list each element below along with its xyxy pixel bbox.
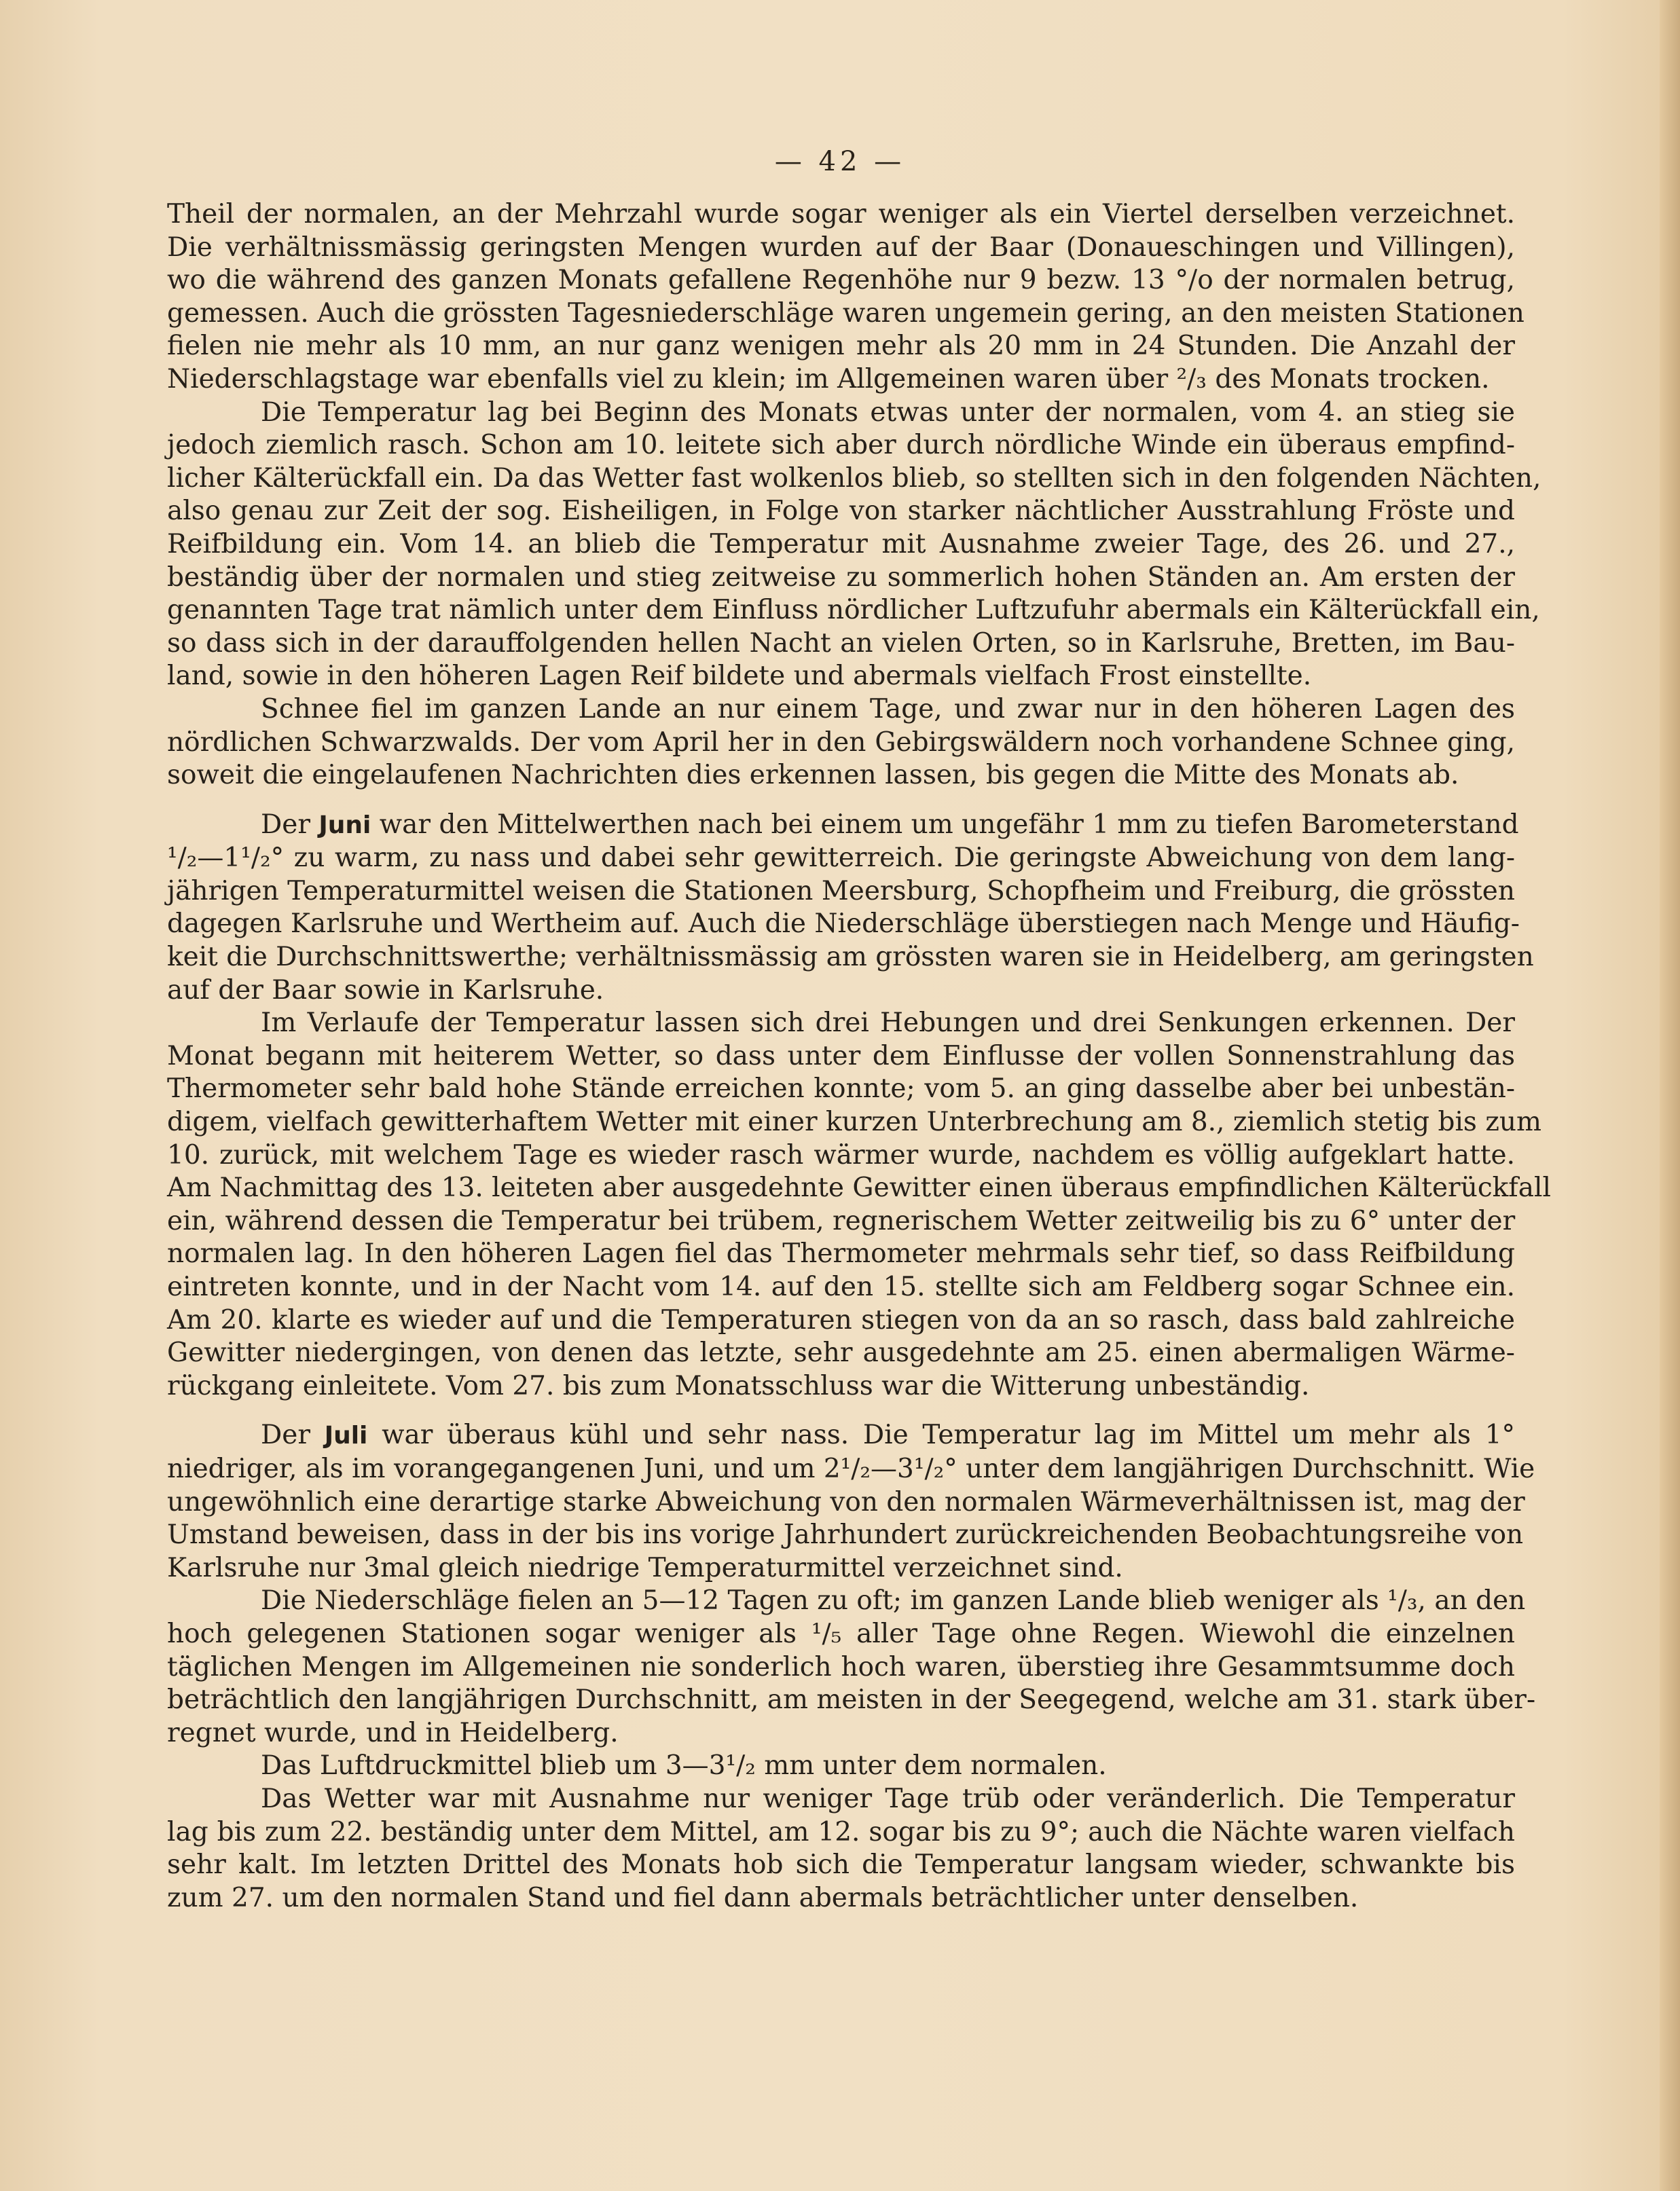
text-line: Am 20. klarte es wieder auf und die Temperaturen stiegen von da an so rasch, dass bald zahlreiche [167, 1304, 1515, 1336]
text-line: normalen lag. In den höheren Lagen fiel das Thermometer mehrmals sehr tief, so dass Reifbildung [167, 1238, 1515, 1270]
text-line: so dass sich in der darauffolgenden hellen Nacht an vielen Orten, so in Karlsruhe, Bretten, im Bau- [167, 627, 1515, 659]
text-line: Reifbildung ein. Vom 14. an blieb die Temperatur mit Ausnahme zweier Tage, des 26. und 27., [167, 528, 1515, 559]
text-line: hoch gelegenen Stationen sogar weniger als ¹/₅ aller Tage ohne Regen. Wiewohl die einzelnen [167, 1618, 1515, 1649]
text-line: 10. zurück, mit welchem Tage es wieder rasch wärmer wurde, nachdem es völlig aufgeklart hatte. [167, 1139, 1515, 1171]
text-line [167, 809, 1519, 843]
text-line: Das Wetter war mit Ausnahme nur weniger Tage trüb oder veränderlich. Die Temperatur [261, 1783, 1515, 1814]
text-line: niedriger, als im vorangegangenen Juni, und um 2¹/₂—3¹/₂° unter dem langjährigen Durchschnitt. Wie [167, 1453, 1535, 1484]
month-heading: Juli [324, 1422, 368, 1450]
text-line: Die verhältnissmässig geringsten Mengen wurden auf der Baar (Donaueschingen und Villingen), [167, 232, 1515, 263]
text-line: digem, vielfach gewitterhaftem Wetter mit einer kurzen Unterbrechung am 8., ziemlich stetig bis zum [167, 1107, 1541, 1138]
text-line: dagegen Karlsruhe und Wertheim auf. Auch die Niederschläge überstiegen nach Menge und Häufig- [167, 908, 1520, 940]
text-line: soweit die eingelaufenen Nachrichten dies erkennen lassen, bis gegen die Mitte des Monats ab. [167, 760, 1459, 791]
text-line: Umstand beweisen, dass in der bis ins vorige Jahrhundert zurückreichenden Beobachtungsreihe von [167, 1520, 1524, 1551]
text-line: beträchtlich den langjährigen Durchschnitt, am meisten in der Seegegend, welche am 31. stark über- [167, 1684, 1536, 1716]
text-line: Thermometer sehr bald hohe Stände erreichen konnte; vom 5. an ging dasselbe aber bei unbestän- [167, 1073, 1515, 1105]
text-line-rest: war überaus kühl und sehr nass. Die Temperatur lag im Mittel um mehr als 1° [367, 1420, 1516, 1451]
text-line: zum 27. um den normalen Stand und fiel dann abermals beträchtlicher unter denselben. [167, 1882, 1359, 1913]
text-line: beständig über der normalen und stieg zeitweise zu sommerlich hohen Ständen an. Am ersten der [167, 561, 1515, 593]
text-line: jedoch ziemlich rasch. Schon am 10. leitete sich aber durch nördliche Winde ein überaus empfind- [167, 430, 1515, 461]
text-line: ein, während dessen die Temperatur bei trübem, regnerischem Wetter zeitweilig bis zu 6° unter der [167, 1205, 1516, 1236]
text-line: Im Verlaufe der Temperatur lassen sich drei Hebungen und drei Senkungen erkennen. Der [261, 1008, 1515, 1039]
body-text [167, 198, 1551, 1915]
text-line: Die Niederschläge fielen an 5—12 Tagen zu oft; im ganzen Lande blieb weniger als ¹/₃, an den [261, 1585, 1526, 1617]
text-line: Monat begann mit heiterem Wetter, so dass unter dem Einflusse der vollen Sonnenstrahlung das [167, 1040, 1515, 1071]
text-line: lag bis zum 22. beständig unter dem Mittel, am 12. sogar bis zu 9°; auch die Nächte waren vielfach [167, 1816, 1515, 1847]
text-line: ¹/₂—1¹/₂° zu warm, zu nass und dabei sehr gewitterreich. Die geringste Abweichung von dem lang- [167, 843, 1515, 874]
text-line: jährigen Temperaturmittel weisen die Stationen Meersburg, Schopfheim und Freiburg, die grössten [167, 875, 1515, 906]
text-line: Gewitter niedergingen, von denen das letzte, sehr ausgedehnte am 25. einen abermaligen Wärme- [167, 1338, 1515, 1369]
text-line: Niederschlagstage war ebenfalls viel zu klein; im Allgemeinen waren über ²/₃ des Monats trocken. [167, 363, 1490, 394]
text-line: Schnee fiel im ganzen Lande an nur einem Tage, und zwar nur in den höheren Lagen des [261, 693, 1515, 724]
text-line: ungewöhnlich eine derartige starke Abweichung von den normalen Wärmeverhältnissen ist, mag der [167, 1486, 1525, 1517]
text-line: Karlsruhe nur 3mal gleich niedrige Temperaturmittel verzeichnet sind. [167, 1552, 1123, 1583]
text-line-prefix: Der [261, 809, 319, 840]
page-edge [1660, 0, 1680, 2191]
text-line: nördlichen Schwarzwalds. Der vom April her in den Gebirgswäldern noch vorhandene Schnee ging, [167, 726, 1515, 758]
text-line: Am Nachmittag des 13. leiteten aber ausgedehnte Gewitter einen überaus empfindlichen Kälterückfall [167, 1173, 1551, 1204]
text-line: Das Luftdruckmittel blieb um 3—3¹/₂ mm unter dem normalen. [261, 1750, 1107, 1782]
text-line: keit die Durchschnittswerthe; verhältnissmässig am grössten waren sie in Heidelberg, am geringsten [167, 942, 1534, 973]
text-line: genannten Tage trat nämlich unter dem Einfluss nördlicher Luftzufuhr abermals ein Kälterückfall ein, [167, 595, 1540, 626]
text-line: eintreten konnte, und in der Nacht vom 14. auf den 15. stellte sich am Feldberg sogar Schnee ein. [167, 1272, 1515, 1302]
text-line: land, sowie in den höheren Lagen Reif bildete und abermals vielfach Frost einstellte. [167, 661, 1312, 692]
text-line-prefix: Der [261, 1420, 325, 1451]
text-line: Theil der normalen, an der Mehrzahl wurde sogar weniger als ein Viertel derselben verzeichnet. [167, 199, 1515, 229]
text-line-rest: war den Mittelwerthen nach bei einem um ungefähr 1 mm zu tiefen Barometerstand [371, 809, 1519, 840]
text-line: auf der Baar sowie in Karlsruhe. [167, 974, 604, 1006]
text-line: gemessen. Auch die grössten Tagesniederschläge waren ungemein gering, an den meisten Stationen [167, 297, 1524, 329]
page-number: — 42 — [774, 146, 906, 177]
text-line: also genau zur Zeit der sog. Eisheiligen, in Folge von starker nächtlicher Ausstrahlung Fröste und [167, 496, 1515, 527]
text-line: täglichen Mengen im Allgemeinen nie sonderlich hoch waren, überstieg ihre Gesammtsumme doch [167, 1651, 1515, 1682]
text-line: fielen nie mehr als 10 mm, an nur ganz wenigen mehr als 20 mm in 24 Stunden. Die Anzahl der [167, 331, 1515, 362]
text-line: licher Kälterückfall ein. Da das Wetter fast wolkenlos blieb, so stellten sich in den folgenden Nächten, [167, 462, 1541, 494]
month-heading: Juni [318, 811, 371, 839]
text-line: sehr kalt. Im letzten Drittel des Monats hob sich die Temperatur langsam wieder, schwankte bis [167, 1849, 1515, 1881]
text-line: wo die während des ganzen Monats gefallene Regenhöhe nur 9 bezw. 13 °/o der normalen betrug, [167, 265, 1515, 296]
text-line: regnet wurde, und in Heidelberg. [167, 1717, 619, 1748]
text-line [167, 1419, 1515, 1453]
text-line: rückgang einleitete. Vom 27. bis zum Monatsschluss war die Witterung unbeständig. [167, 1370, 1310, 1401]
text-line: Die Temperatur lag bei Beginn des Monats etwas unter der normalen, vom 4. an stieg sie [261, 397, 1515, 428]
